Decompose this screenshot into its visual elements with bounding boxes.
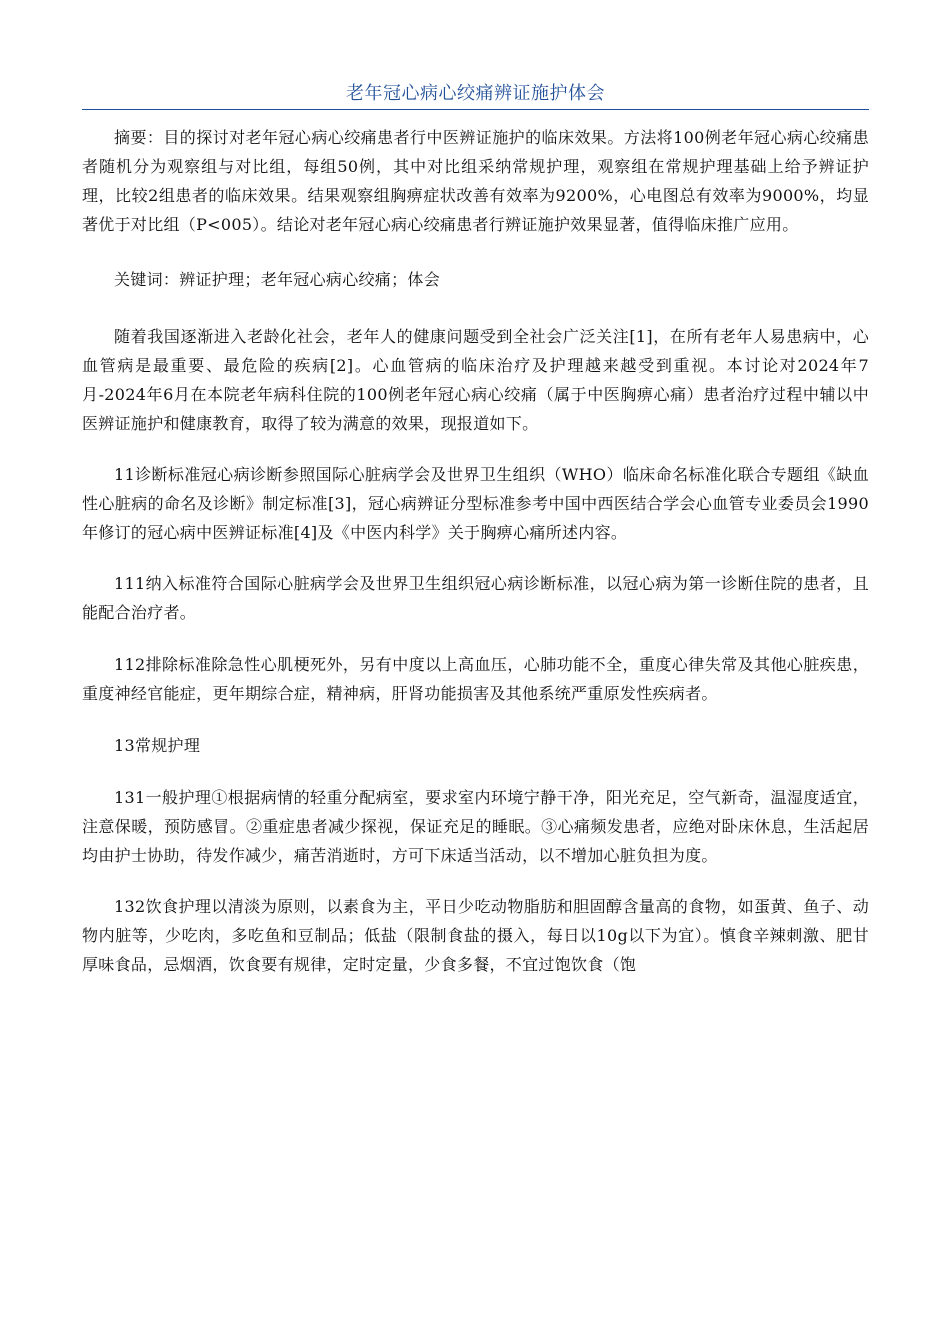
routine-care-heading: 13常规护理 [114, 736, 201, 755]
abstract-paragraph: 摘要：目的探讨对老年冠心病心绞痛患者行中医辨证施护的临床效果。方法将100例老年冠心病心绞痛患者随机分为观察组与对比组，每组50例，其中对比组采纳常规护理，观察组在常规护理基础上给予辨证护理，比较2组患者的临床效果。结果观察组胸痹症状改善有效率为9200%，心电图总有效率为9000%，均显著优于对比组（P<005）。结论对老年冠心病心绞痛患者行辨证施护效果显著，值得临床推广应用。 [82, 128, 869, 234]
diet-care-paragraph: 132饮食护理以清淡为原则，以素食为主，平日少吃动物脂肪和胆固醇含量高的食物，如蛋黄、鱼子、动物内脏等，少吃肉，多吃鱼和豆制品；低盐（限制食盐的摄入，每日以10g以下为宜）。慎食辛辣刺激、肥甘厚味食品，忌烟酒，饮食要有规律，定时定量，少食多餐，不宜过饱饮食（饱 [82, 897, 869, 974]
diagnosis-criteria-paragraph: 11诊断标准冠心病诊断参照国际心脏病学会及世界卫生组织（WHO）临床命名标准化联合专题组《缺血性心脏病的命名及诊断》制定标准[3]，冠心病辨证分型标准参考中国中西医结合学会心血管专业委员会1990年修订的冠心病中医辨证标准[4]及《中医内科学》关于胸痹心痛所述内容。 [82, 465, 869, 542]
inclusion-criteria-paragraph: 111纳入标准符合国际心脏病学会及世界卫生组织冠心病诊断标准，以冠心病为第一诊断住院的患者，且能配合治疗者。 [82, 574, 869, 622]
intro-paragraph: 随着我国逐渐进入老龄化社会，老年人的健康问题受到全社会广泛关注[1]，在所有老年人易患病中，心血管病是最重要、最危险的疾病[2]。心血管病的临床治疗及护理越来越受到重视。本讨论对2024年7月-2024年6月在本院老年病科住院的100例老年冠心病心绞痛（属于中医胸痹心痛）患者治疗过程中辅以中医辨证施护和健康教育，取得了较为满意的效果，现报道如下。 [82, 327, 869, 433]
document-header [82, 0, 869, 110]
title-underline [82, 109, 869, 110]
document-title: 老年冠心病心绞痛辨证施护体会 [346, 83, 605, 104]
general-care-paragraph: 131一般护理①根据病情的轻重分配病室，要求室内环境宁静干净，阳光充足，空气新奇，温湿度适宜，注意保暖，预防感冒。②重症患者减少探视，保证充足的睡眠。③心痛频发患者，应绝对卧床休息，生活起居均由护士协助，待发作减少，痛苦消逝时，方可下床适当活动，以不增加心脏负担为度。 [82, 788, 869, 865]
keywords-paragraph: 关键词：辨证护理；老年冠心病心绞痛；体会 [114, 270, 441, 289]
exclusion-criteria-paragraph: 112排除标准除急性心肌梗死外，另有中度以上高血压，心肺功能不全，重度心律失常及其他心脏疾患，重度神经官能症，更年期综合症，精神病，肝肾功能损害及其他系统严重原发性疾病者。 [82, 655, 869, 703]
